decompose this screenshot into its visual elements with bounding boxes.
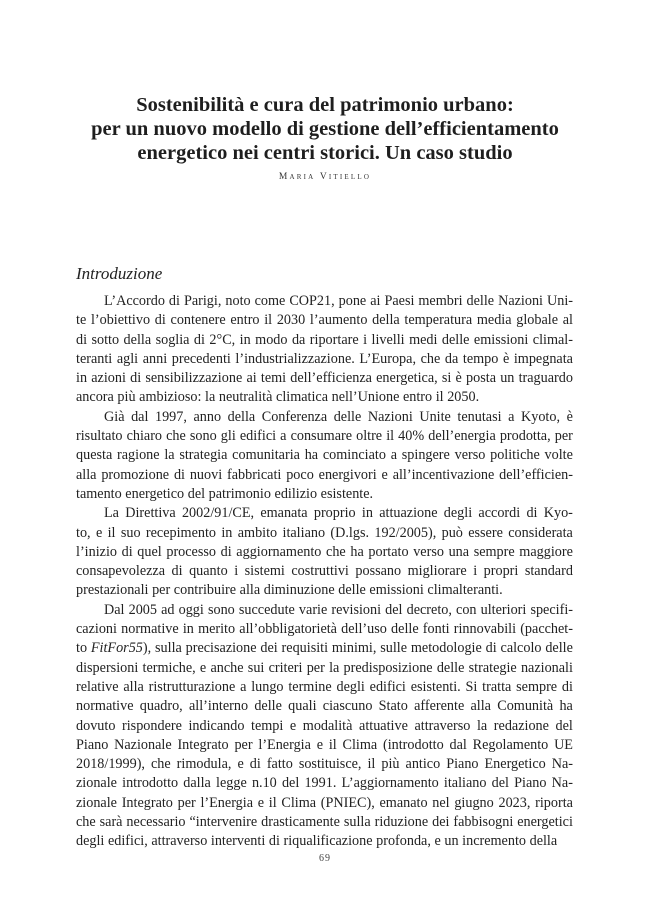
body-line: teranti agli anni precedenti l’industrializzazione. L’Europa, che da tempo è impegnata [76, 350, 573, 367]
body-line: in azioni di sensibilizzazione ai temi dell’efficienza energetica, si è posta un traguardo [76, 370, 573, 387]
body-line: zionale introdotto dalla legge n.10 del 1991. L’aggiornamento italiano del Piano Na- [76, 775, 573, 792]
body-line: normative quadro, all’interno delle quali ciascuno Stato afferente alla Comunità ha [76, 698, 573, 715]
title-line: Sostenibilità e cura del patrimonio urbano: [136, 94, 514, 116]
body-line: L’Accordo di Parigi, noto come COP21, pone ai Paesi membri delle Nazioni Uni- [104, 293, 573, 309]
body-line: degli edifici, attraverso interventi di riqualificazione profonda, e un incremento della [76, 833, 558, 850]
body-line: Dal 2005 ad oggi sono succedute varie revisioni del decreto, con ulteriori specifi- [104, 601, 573, 618]
body-text [76, 292, 573, 852]
body-line: che sarà necessario “intervenire drasticamente sulla riduzione dei fabbisogni energetici [76, 814, 573, 831]
body-line: prestazionali per contribuire alla diminuzione delle emissioni climalteranti. [76, 582, 503, 599]
body-line: ancora più ambizioso: la neutralità climatica nell’Unione entro il 2050. [76, 389, 480, 406]
chapter-title [60, 93, 590, 165]
body-line: alla promozione di nuovi fabbricati poco energivori e all’incentivazione dell’efficien- [76, 466, 573, 483]
body-line: to FitFor55), sulla precisazione dei requisiti minimi, sulle metodologie di calcolo delle [76, 640, 573, 657]
body-line: questa ragione la strategia comunitaria ha cominciato a spingere verso politiche volte [76, 447, 573, 464]
body-line: l’inizio di quel processo di aggiornamento che ha portato verso una sempre maggiore [76, 543, 573, 560]
body-line: tamento energetico del patrimonio edilizio esistente. [76, 485, 374, 502]
body-line: La Direttiva 2002/91/CE, emanata proprio in attuazione degli accordi di Kyo- [104, 505, 573, 522]
body-line: risultato chiaro che sono gli edifici a consumare oltre il 40% dell’energia prodotta, per [76, 428, 573, 445]
body-line: dovuto rispondere indicando tempi e modalità attuative attraverso la redazione del [76, 717, 573, 734]
title-line: per un nuovo modello di gestione dell’efficientamento [91, 118, 559, 140]
body-line: 2018/1999), che rimodula, e di fatto sostituisce, il più antico Piano Energetico Na- [76, 756, 573, 773]
page-number: 69 [319, 853, 331, 864]
body-line: relative alla ristrutturazione a lungo termine degli edifici esistenti. Si tratta sempre di [76, 678, 573, 695]
author-name: Maria Vitiello [278, 172, 372, 182]
body-line: Già dal 1997, anno della Conferenza delle Nazioni Unite tenutasi a Kyoto, è [104, 408, 573, 425]
title-line: energetico nei centri storici. Un caso studio [137, 142, 513, 164]
body-line: consapevolezza di quanto i sistemi costruttivi possano migliorare i propri standard [76, 563, 573, 580]
section-heading: Introduzione [76, 264, 163, 283]
body-line: dispersioni termiche, e anche sui criteri per la predisposizione delle strategie nazionali [76, 659, 573, 676]
body-line: te l’obiettivo di contenere entro il 2030 l’aumento della temperatura media globale al [76, 312, 573, 329]
body-line: cazioni normative in merito all’obbligatorietà dell’uso delle fonti rinnovabili (pacchet- [76, 621, 573, 638]
body-line: to, e il suo recepimento in ambito italiano (D.lgs. 192/2005), può essere considerata [76, 524, 573, 541]
body-line: di sotto della soglia di 2°C, in modo da riportare i livelli medi delle emissioni climal- [76, 331, 573, 348]
body-line: Piano Nazionale Integrato per l’Energia e il Clima (introdotto dal Regolamento UE [76, 736, 573, 753]
body-line: zionale Integrato per l’Energia e il Clima (PNIEC), emanato nel giugno 2023, riporta [76, 794, 573, 811]
